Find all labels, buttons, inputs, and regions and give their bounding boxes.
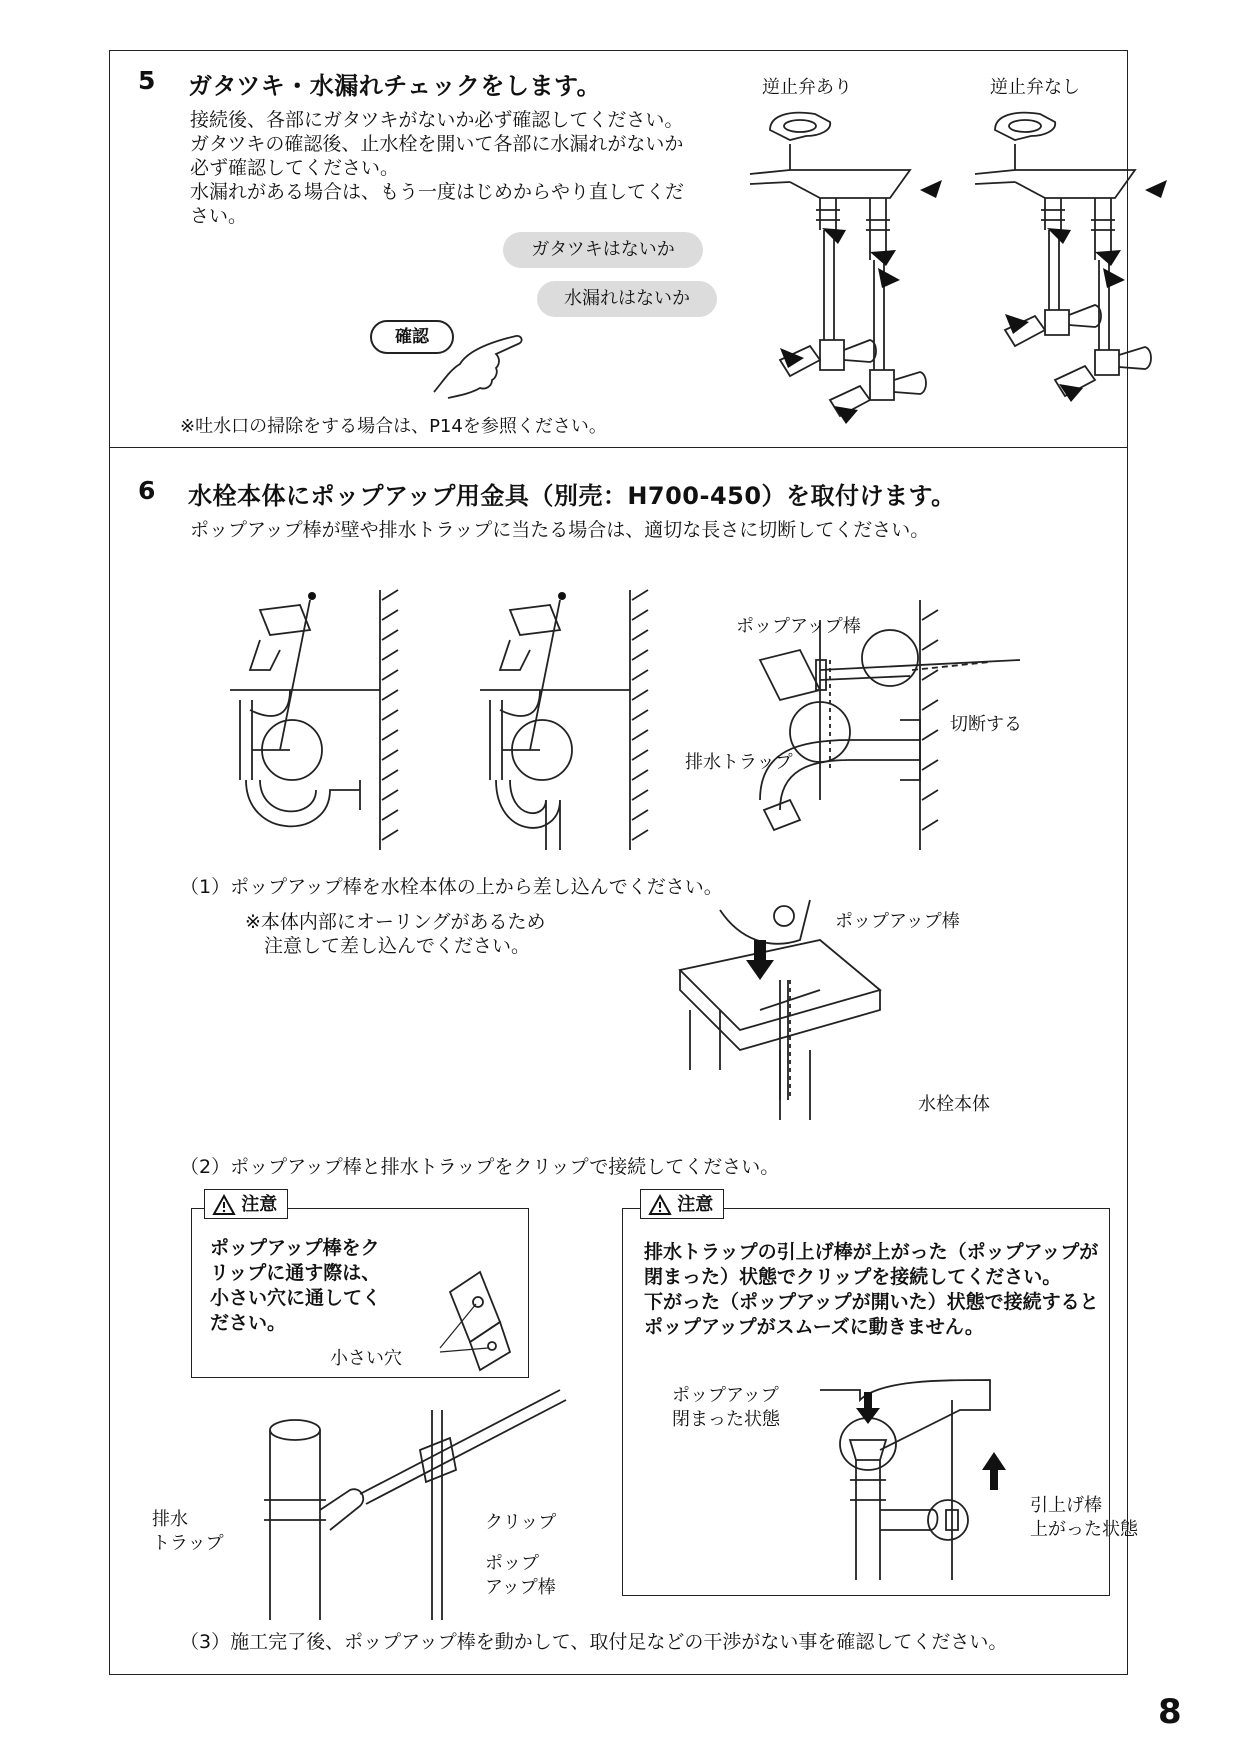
label-lift-rod bbox=[1030, 1494, 1138, 1542]
pill-rattle-check: ガタツキはないか bbox=[503, 232, 703, 268]
step6-sub3: （3）施工完了後、ポップアップ棒を動かして、取付足などの干渉がない事を確認してください。 bbox=[180, 1631, 1008, 1653]
label-line: アップ棒 bbox=[485, 1577, 556, 1598]
caution-tag-right bbox=[640, 1189, 724, 1219]
label-with-check-valve: 逆止弁あり bbox=[762, 77, 852, 98]
step5-body-line: 必ず確認してください。 bbox=[190, 157, 400, 179]
sub1-note-line: 注意して差し込んでください。 bbox=[245, 935, 531, 957]
caution-line: 閉まった）状態でクリップを接続してください。 bbox=[644, 1266, 1062, 1288]
label-popup-closed bbox=[672, 1384, 780, 1432]
step6-sub1: （1）ポップアップ棒を水栓本体の上から差し込んでください。 bbox=[180, 876, 723, 898]
caution-line: 排水トラップの引上げ棒が上がった（ポップアップが bbox=[644, 1241, 1099, 1263]
page-number: 8 bbox=[1158, 1692, 1182, 1732]
warning-icon bbox=[213, 1195, 235, 1215]
pointing-hand-icon bbox=[430, 330, 530, 400]
faucet-with-valve-illustration bbox=[760, 110, 960, 430]
label-without-check-valve: 逆止弁なし bbox=[990, 77, 1080, 98]
caution-tag-label: 注意 bbox=[677, 1194, 714, 1215]
step6-number: 6 bbox=[138, 476, 156, 505]
step5-body-line: ガタツキの確認後、止水栓を開いて各部に水漏れがないか bbox=[190, 133, 684, 155]
warning-icon bbox=[649, 1195, 671, 1215]
faucet-without-valve-illustration bbox=[985, 110, 1185, 430]
step5-body-line: 接続後、各部にガタツキがないか必ず確認してください。 bbox=[190, 109, 684, 131]
sink-popup-illustration-2 bbox=[480, 590, 660, 850]
label-line: 上がった状態 bbox=[1030, 1519, 1138, 1540]
caution-line: ポップアップ棒をク bbox=[210, 1237, 380, 1259]
sub1-note-line: ※本体内部にオーリングがあるため bbox=[245, 911, 546, 933]
label-small-hole: 小さい穴 bbox=[330, 1348, 402, 1369]
caution-line: 下がった（ポップアップが開いた）状態で接続すると bbox=[644, 1291, 1099, 1313]
step6-sub2: （2）ポップアップ棒と排水トラップをクリップで接続してください。 bbox=[180, 1156, 780, 1178]
label-popup-rod-2: ポップアップ棒 bbox=[835, 911, 960, 932]
sink-popup-illustration-1 bbox=[230, 590, 410, 850]
label-clip: クリップ bbox=[485, 1512, 557, 1533]
caution-left-text bbox=[210, 1236, 381, 1336]
label-line: 閉まった状態 bbox=[672, 1409, 780, 1430]
caution-line: ださい。 bbox=[210, 1312, 287, 1334]
label-line: ポップアップ bbox=[672, 1385, 779, 1406]
caution-line: ポップアップがスムーズに動きません。 bbox=[644, 1316, 984, 1338]
caution-line: リップに通す際は、 bbox=[210, 1262, 381, 1284]
step6-subtitle: ポップアップ棒が壁や排水トラップに当たる場合は、適切な長さに切断してください。 bbox=[190, 519, 930, 541]
popup-rod-insert-illustration bbox=[660, 900, 900, 1130]
label-drain-trap: 排水トラップ bbox=[685, 752, 793, 773]
step6-sub1-note bbox=[245, 910, 546, 958]
popup-closed-illustration bbox=[820, 1380, 1010, 1580]
caution-tag-left bbox=[204, 1189, 288, 1219]
step5-body bbox=[190, 108, 684, 228]
label-line: ポップ bbox=[485, 1553, 539, 1574]
label-popup-rod-3 bbox=[485, 1552, 556, 1600]
step5-title: ガタツキ・水漏れチェックをします。 bbox=[188, 72, 602, 100]
label-cut: 切断する bbox=[950, 714, 1022, 735]
pill-leak-check: 水漏れはないか bbox=[537, 281, 717, 317]
label-drain-trap-2 bbox=[152, 1508, 224, 1556]
label-faucet-body: 水栓本体 bbox=[918, 1094, 990, 1115]
step5-note: ※吐水口の掃除をする場合は、P14を参照ください。 bbox=[180, 416, 607, 437]
caution-tag-label: 注意 bbox=[241, 1194, 278, 1215]
caution-right-text bbox=[644, 1240, 1099, 1340]
label-line: トラップ bbox=[152, 1533, 224, 1554]
confirm-badge: 確認 bbox=[370, 320, 454, 354]
caution-line: 小さい穴に通してく bbox=[210, 1287, 382, 1309]
label-popup-rod: ポップアップ棒 bbox=[736, 616, 861, 637]
step5-body-line: さい。 bbox=[190, 205, 248, 227]
step5-number: 5 bbox=[138, 66, 156, 95]
section-divider bbox=[109, 447, 1128, 448]
step5-body-line: 水漏れがある場合は、もう一度はじめからやり直してくだ bbox=[190, 181, 685, 203]
step6-title: 水栓本体にポップアップ用金具（別売：H700-450）を取付けます。 bbox=[188, 482, 956, 510]
clip-small-hole-illustration bbox=[440, 1262, 520, 1372]
label-line: 引上げ棒 bbox=[1030, 1495, 1102, 1516]
label-line: 排水 bbox=[152, 1509, 188, 1530]
